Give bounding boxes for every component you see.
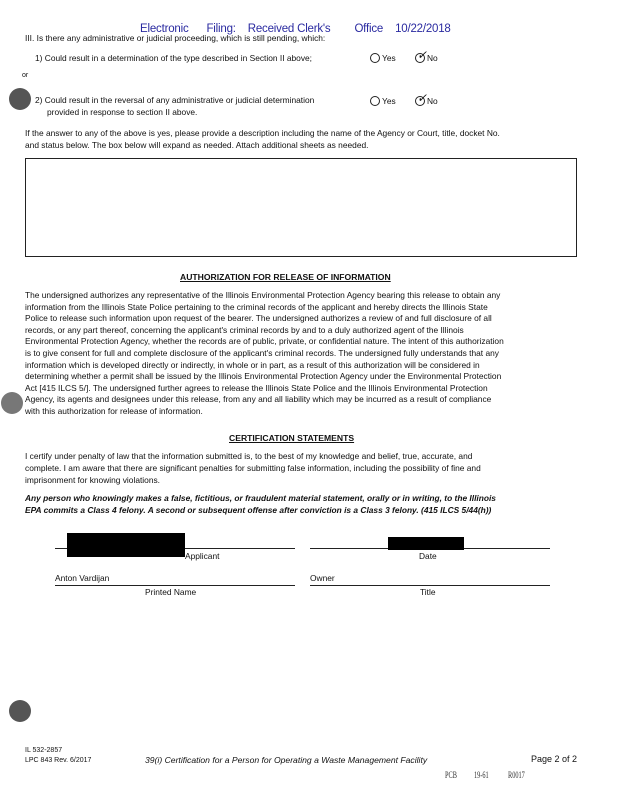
stamp-text: Received Clerk's — [247, 23, 331, 35]
or-text: or — [22, 72, 29, 79]
stamp-date: 10/22/2018 — [395, 23, 451, 35]
printed-name-label: Printed Name — [145, 587, 197, 597]
no-label: No — [427, 96, 438, 106]
instruction-line: and status below. The box below will expand as needed. Attach additional sheets as needed. — [25, 139, 369, 150]
radio-icon — [370, 96, 380, 106]
text-line: Any person who knowingly makes a false, fictitious, or fraudulent material statement, orally or in writing, to the Illinois — [25, 493, 496, 503]
text-line: with this authorization for release of information. — [25, 405, 203, 416]
footer-code: IL 532-2857 — [25, 747, 63, 754]
question-2: 2) Could result in the reversal of any administrative or judicial determination — [35, 95, 315, 105]
redacted-date — [388, 537, 464, 550]
date-label: Date — [419, 551, 437, 561]
applicant-label: Applicant — [185, 551, 220, 561]
text-line: information from the Illinois State Police pertaining to the criminal records of the applicant and hereby directs the Illinois State — [25, 301, 488, 312]
docket-number: 19-61 — [474, 770, 489, 780]
stamp-text: Filing: — [206, 23, 236, 35]
authorization-text — [25, 290, 577, 418]
hole-punch-icon — [9, 88, 31, 110]
q2-no-radio[interactable] — [415, 91, 438, 106]
text-line: The undersigned authorizes any representative of the Illinois Environmental Protection Agency bearing this release to obtain any — [25, 290, 501, 300]
text-line: is to give consent for full and complete disclosure of the applicant's criminal records. The undersigned fully understands that any — [25, 347, 499, 358]
question-2-cont: provided in response to section II above. — [47, 107, 198, 117]
text-line: Police to release such information upon request of the bearer. The undersigned authorizes a review of and full disclosure of all — [25, 313, 492, 324]
question-1: 1) Could result in a determination of the type described in Section II above; — [35, 53, 313, 63]
certification-heading: CERTIFICATION STATEMENTS — [229, 433, 355, 443]
text-line: Agency, its agents and designees under this release, from any and all liability which may be incurred as a result of compliance — [25, 394, 492, 405]
text-line: Act [415 ILCS 5/]. The undersigned further agrees to release the Illinois State Police and the Illinois Environmental Protection — [25, 382, 488, 393]
stamp-text: Office — [354, 23, 384, 35]
yes-label: Yes — [382, 96, 396, 106]
instructions — [25, 128, 577, 151]
yes-label: Yes — [382, 53, 396, 63]
instruction-line: If the answer to any of the above is yes, please provide a description including the name of the Agency or Court, title, docket No. — [25, 128, 500, 138]
pcb-label: PCB — [445, 770, 457, 780]
checked-radio-icon: ✓ — [417, 48, 428, 62]
text-line: I certify under penalty of law that the information submitted is, to the best of my knowledge and belief, true, accurate, and — [25, 451, 473, 461]
title-label: Title — [420, 587, 436, 597]
title-value: Owner — [310, 573, 335, 583]
felony-warning — [25, 492, 577, 516]
text-line: determining whether a permit shall be issued by the Illinois Environmental Protection Agency under the Environmental Protection — [25, 371, 502, 382]
no-label: No — [427, 53, 438, 63]
q2-yes-radio[interactable] — [370, 96, 396, 106]
checked-radio-icon: ✓ — [417, 91, 428, 105]
printed-name-line — [55, 585, 295, 586]
q1-no-radio[interactable] — [415, 48, 438, 63]
certification-text — [25, 450, 577, 486]
title-line — [310, 585, 550, 586]
redacted-signature — [67, 533, 185, 557]
page-number: Page 2 of 2 — [531, 754, 578, 764]
text-line: Environmental Protection Agency, whether the records are of public, private, or confidential nature. The intent of this authorization — [25, 336, 504, 347]
footer-form-title: 39(i) Certification for a Person for Operating a Waste Management Facility — [145, 755, 428, 765]
section3-question: III. Is there any administrative or judicial proceeding, which is still pending, which: — [25, 33, 326, 43]
authorization-heading: AUTHORIZATION FOR RELEASE OF INFORMATION — [180, 272, 391, 282]
text-line: imprisonment for knowing violations. — [25, 475, 160, 485]
q1-yes-radio[interactable] — [370, 53, 396, 63]
hole-punch-icon — [1, 392, 23, 414]
text-line: complete. I am aware that there are significant penalties for submitting false information, including the possibility of fine and — [25, 463, 481, 473]
stamp-text: Electronic — [140, 23, 189, 35]
radio-icon — [370, 53, 380, 63]
hole-punch-icon — [9, 700, 31, 722]
text-line: information which is developed directly or indirectly, in whole or in part, as a result of this authorization will be considered in — [25, 359, 480, 370]
printed-name-value: Anton Vardijan — [55, 573, 110, 583]
reference-number: R0017 — [508, 770, 525, 780]
text-line: records, or any part thereof, concerning the applicant's criminal records by and to a duly authorized agent of the Illinois — [25, 324, 464, 335]
text-line: EPA commits a Class 4 felony. A second or subsequent offense after conviction is a Class 3 felony. (415 ILCS 5/44(h)) — [25, 505, 492, 515]
footer-rev: LPC 843 Rev. 6/2017 — [25, 757, 92, 764]
description-box[interactable] — [25, 158, 577, 257]
